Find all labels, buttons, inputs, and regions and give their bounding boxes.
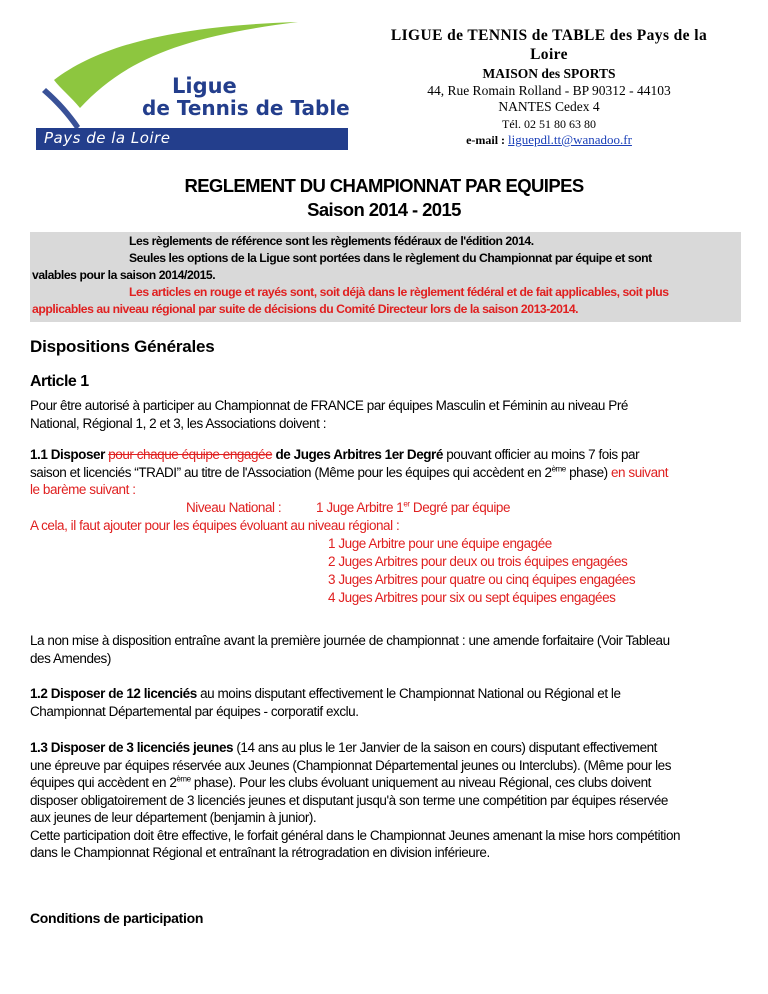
title-line-1: REGLEMENT DU CHAMPIONNAT PAR EQUIPES (184, 175, 584, 196)
fine-paragraph: La non mise à disposition entraîne avant la première journée de championnat : une amende forfaitaire (Voir Tableau des Amendes) (30, 633, 670, 666)
p11-red-tail: en suivant (610, 464, 669, 480)
sup-eme: ème (176, 774, 191, 784)
title-season: Saison 2014 - 2015 (307, 199, 461, 220)
notice-line-3a: Les articles en rouge et rayés sont, soit déjà dans le règlement fédéral et de fait applicables, soit plus (129, 285, 669, 299)
scale-item: 3 Juges Arbitres pour quatre ou cinq équipes engagées (328, 572, 636, 587)
org-name: LIGUE de TENNIS de TABLE des Pays de la Loire (390, 27, 708, 63)
sup-eme: ème (551, 464, 566, 473)
notice-line-3b: applicables au niveau régional par suite de décisions du Comité Directeur lors de la saison 2013-2014. (32, 302, 579, 316)
document-title (0, 174, 768, 222)
p11-rest: pouvant officier au moins 7 fois par (446, 447, 640, 462)
paragraph-1-3: 1.3 Disposer de 3 licenciés jeunes (14 ans au plus le 1er Janvier de la saison en cours) disputant effectivement une épreuve par équipes réservée aux Jeunes (Championnat Départemental jeunes ou Interclubs). (Même pour les équipes qui accèdent en 2ème phase). Pour les clubs évoluant uniquement au niveau Régional, ces clubs doivent disposer obligatoirement de 3 licenciés jeunes et disputant jusqu'à son terme une compétition par équipes réservée aux jeunes de leur département (benjamin à junior). Cette participation doit être effective, le forfait général dans le Championnat Jeunes amenant la mise hors compétition dans le Championnat Régional et entraînant la rétrogradation en division inférieure. (30, 740, 681, 860)
p12-bold: 1.2 Disposer de 12 licenciés (30, 686, 197, 701)
intro-paragraph (30, 397, 741, 432)
paragraph-1-2: 1.2 Disposer de 12 licenciés au moins disputant effectivement le Championnat National ou Régional et le Championnat Départemental par équipes - corporatif exclu. (30, 686, 621, 719)
intro-line-2: National, Régional 1, 2 et 3, les Associations doivent : (30, 415, 326, 431)
national-value: 1 Juge Arbitre 1er Degré par équipe (316, 499, 511, 515)
p11-struck-text: pour chaque équipe engagée (108, 447, 273, 462)
email-label: e-mail : (466, 133, 506, 147)
p11-line-1 (30, 446, 741, 464)
regional-intro: A cela, il faut ajouter pour les équipes évoluant au niveau régional : (30, 518, 400, 533)
intro-line-1: Pour être autorisé à participer au Championnat de FRANCE par équipes Masculin et Féminin au niveau Pré (30, 398, 628, 413)
notice-line-1: Les règlements de référence sont les règlements fédéraux de l'édition 2014. (129, 234, 534, 248)
conditions-heading: Conditions de participation (30, 910, 204, 926)
logo-text-tennis-de-table: de Tennis de Table (142, 96, 350, 120)
logo-region-text: Pays de la Loire (44, 129, 171, 147)
street-address: 44, Rue Romain Rolland - BP 90312 - 44103 (427, 83, 671, 98)
notice-line-2a: Seules les options de la Ligue sont portées dans le règlement du Championnat par équipe et sont (129, 251, 652, 265)
section-title: Dispositions Générales (30, 337, 215, 356)
sup-er: er (403, 499, 410, 509)
email-line (388, 132, 710, 148)
national-label: Niveau National : (186, 500, 282, 515)
p11-line-3: le barème suivant : (30, 482, 136, 497)
scale-item: 2 Juges Arbitres pour deux ou trois équipes engagées (328, 554, 628, 569)
scale-item: 1 Juge Arbitre pour une équipe engagée (328, 536, 552, 551)
email-link[interactable]: liguepdl.tt@wanadoo.fr (508, 132, 632, 147)
logo-text-ligue: Ligue (172, 74, 237, 98)
address-block (388, 26, 710, 148)
p13-bold: 1.3 Disposer de 3 licenciés jeunes (30, 740, 234, 755)
house-name: MAISON des SPORTS (482, 66, 616, 81)
notice-box (30, 232, 741, 322)
p11-bold-tail: de Juges Arbitres 1er Degré (275, 447, 443, 462)
scale-item: 4 Juges Arbitres pour six ou sept équipes engagées (328, 590, 616, 605)
phone: Tél. 02 51 80 63 80 (502, 117, 596, 131)
article-title: Article 1 (30, 373, 89, 390)
notice-line-2b: valables pour la saison 2014/2015. (32, 268, 216, 282)
p11-line-2: saison et licenciés “TRADI” au titre de l'Association (Même pour les équipes qui accèdent en 2ème phase) en suivant (30, 464, 669, 480)
p11-number: 1.1 Disposer (30, 447, 105, 462)
paragraph-1-1 (30, 446, 741, 499)
city: NANTES Cedex 4 (498, 99, 600, 114)
